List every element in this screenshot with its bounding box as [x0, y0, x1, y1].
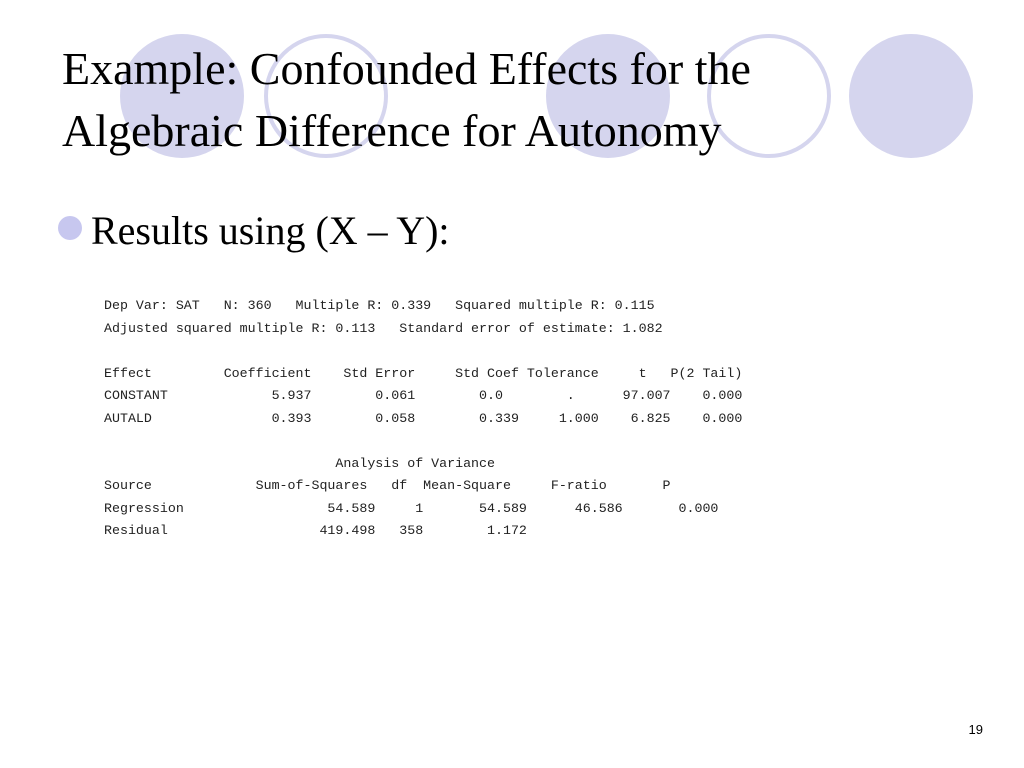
bullet-text: Results using (X – Y): [91, 208, 450, 253]
regression-output [104, 295, 742, 543]
slide-title-line-2: Algebraic Difference for Autonomy [62, 105, 722, 156]
output-line-regression: Regression 54.589 1 54.589 46.586 0.000 [104, 500, 719, 516]
output-line-anova-title: Analysis of Variance [104, 455, 495, 471]
output-line-dep-var: Dep Var: SAT N: 360 Multiple R: 0.339 Squared multiple R: 0.115 [104, 298, 655, 313]
output-line-autald: AUTALD 0.393 0.058 0.339 1.000 6.825 0.000 [104, 410, 743, 426]
slide-title-line-1: Example: Confounded Effects for the [62, 43, 751, 94]
output-line-blank [104, 430, 742, 453]
output-line-adjusted: Adjusted squared multiple R: 0.113 Standard error of estimate: 1.082 [104, 320, 663, 336]
output-line-anova-header: Source Sum-of-Squares df Mean-Square F-ratio P [104, 478, 671, 493]
output-line-constant: CONSTANT 5.937 0.061 0.0 . 97.007 0.000 [104, 388, 743, 403]
page-number: 19 [968, 722, 983, 737]
output-line-blank [104, 340, 742, 363]
output-line-residual: Residual 419.498 358 1.172 [104, 523, 527, 538]
bullet-dot-icon [58, 216, 82, 240]
slide-title [62, 38, 982, 162]
output-line-effect-header: Effect Coefficient Std Error Std Coef Tolerance t P(2 Tail) [104, 365, 743, 381]
